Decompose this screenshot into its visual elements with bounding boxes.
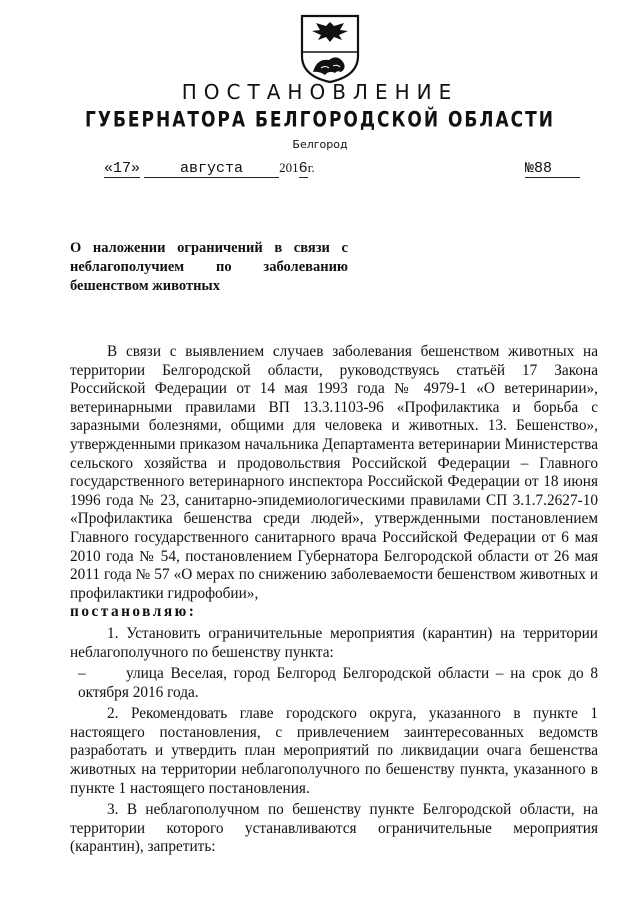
document-type-heading: ПОСТАНОВЛЕНИЕ: [181, 80, 459, 104]
date-day: 17: [113, 160, 132, 177]
document-body: [70, 343, 602, 860]
issuer-heading: ГУБЕРНАТОРА БЕЛГОРОДСКОЙ ОБЛАСТИ: [85, 107, 555, 133]
document-title: О наложении ограничений в связи с неблагополучием по заболеванию бешенством животных: [70, 240, 348, 294]
date-year-suffix: г.: [307, 160, 315, 175]
date-close-quote: »: [131, 160, 141, 177]
paragraph-2: 2. Рекомендовать главе городского округа, указанного в пункте 1 настоящего постановления, с привлечением заинтересованных ведомств разработать и утвердить план мероприятий по ликвидации очага бешенства животных на территории неблагополучного по бешенству пункта, указанного в пункте 1 настоящего постановления.: [70, 705, 598, 797]
date-month: августа: [144, 160, 280, 177]
paragraph-1: 1. Установить ограничительные мероприятия (карантин) на территории неблагополучного по бешенству пункта:: [70, 624, 598, 661]
date-year: 201: [279, 160, 299, 175]
number-value: 88: [534, 160, 553, 177]
number-prefix: №: [525, 160, 535, 177]
document-date: [104, 160, 315, 178]
city-label: Белгород: [292, 138, 348, 151]
paragraph-1-item: – улица Веселая, город Белгород Белгородской области – на срок до 8 октября 2016 года.: [78, 665, 602, 701]
resolve-word: постановляю:: [70, 603, 197, 621]
coat-of-arms-icon: [299, 12, 361, 84]
intro-paragraph: В связи с выявлением случаев заболевания бешенством животных на территории Белгородской области, руководствуясь статьёй 17 Закона Российской Федерации от 14 мая 1993 года № 4979-1 «О ветеринарии», ветеринарными правилами ВП 13.3.1103-96 «Профилактика и борьба с заразными болезнями, общими для человека и животных. 13. Бешенство», утвержденными приказом начальника Департамента ветеринарии Министерства сельского хозяйства и продовольствия Российской Федерации – Главного государственного ветеринарного инспектора Российской Федерации от 18 июня 1996 года № 23, санитарно-эпидемиологическими правилами СП 3.1.7.2627-10 «Профилактика бешенства среди людей», утвержденными постановлением Главного государственного санитарного врача Российской Федерации от 6 мая 2010 года № 54, постановлением Губернатора Белгородской области от 26 мая 2011 года № 57 «О мерах по снижению заболеваемости бешенством животных и профилактики гидрофобии»,: [70, 343, 598, 602]
date-year-digit: 6: [298, 160, 308, 177]
paragraph-3: 3. В неблагополучном по бешенству пункте Белгородской области, на территории которого устанавливаются ограничительные мероприятия (карантин), запретить:: [70, 801, 598, 856]
document-number: [525, 160, 580, 178]
date-open-quote: «: [104, 160, 114, 177]
